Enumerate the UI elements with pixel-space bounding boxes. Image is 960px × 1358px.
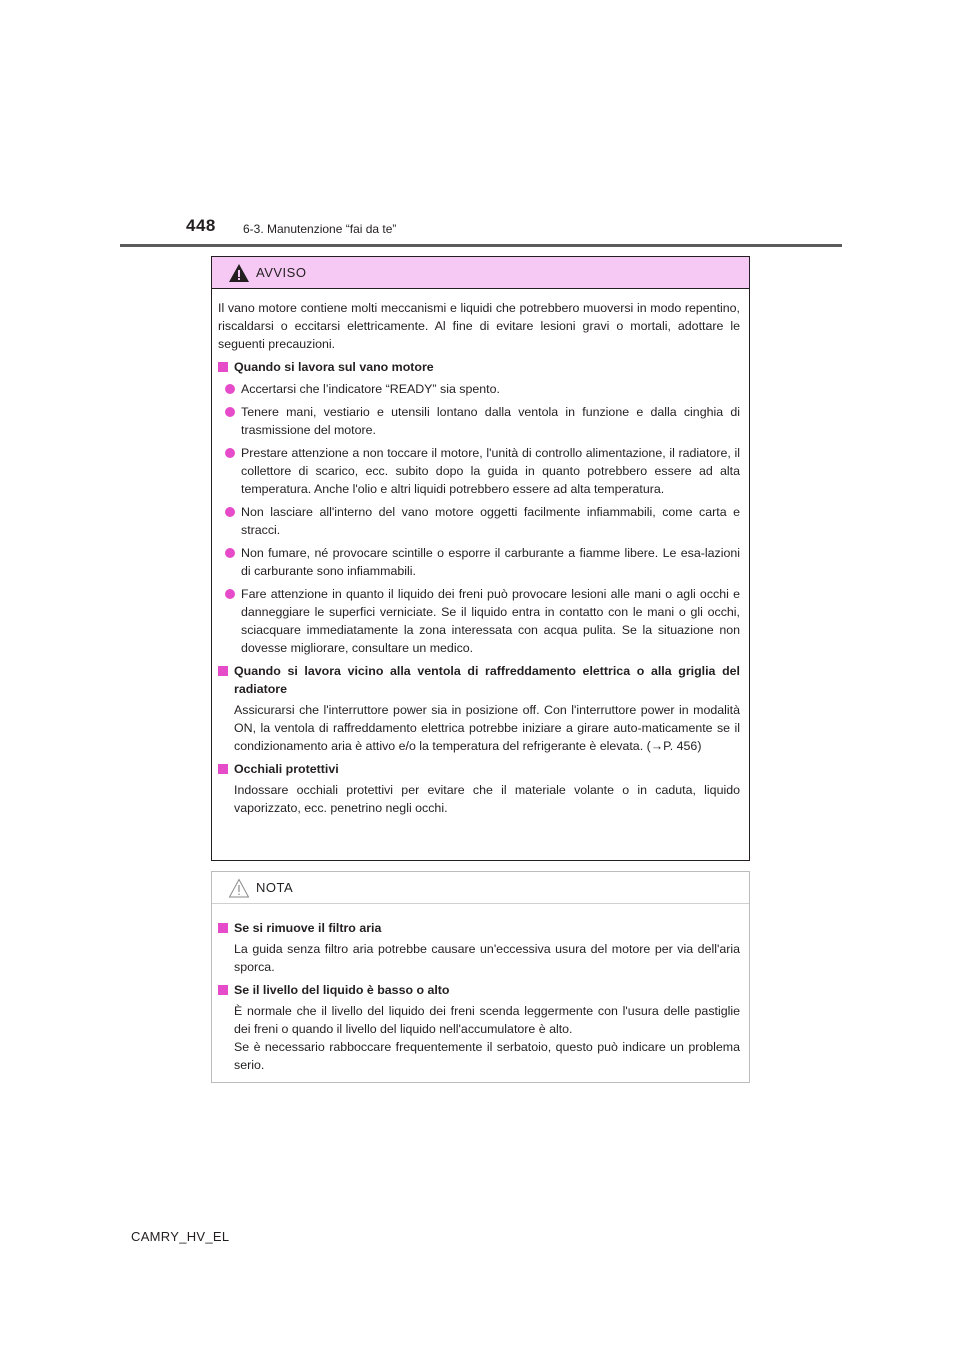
round-bullet-icon [225,448,235,458]
list-item: Non fumare, né provocare scintille o esporre il carburante a fiamme libere. Le esa-lazioni di carburante sono infiammabili. [218,544,740,580]
section-text: È normale che il livello del liquido dei freni scenda leggermente con l'usura delle pastiglie dei freni o quando il livello del liquido nell'accumulatore è alto. [234,1004,740,1036]
square-bullet-icon [218,666,228,676]
round-bullet-icon [225,589,235,599]
section-title: 6-3. Manutenzione “fai da te” [243,222,397,236]
list-item: Prestare attenzione a non toccare il motore, l'unità di controllo alimentazione, il radiatore, il collettore di scarico, ecc. subito dopo la guida in quanto potrebbero essere ad alta temperatura. Anche l'olio e altri liquidi potrebbero essere ad alta temperatura. [218,444,740,498]
section-heading: Se si rimuove il filtro aria [218,919,740,937]
square-bullet-icon [218,985,228,995]
square-bullet-icon [218,362,228,372]
list-item: Fare attenzione in quanto il liquido dei freni può provocare lesioni alle mani o agli occhi e danneggiare le superfici verniciate. Se il liquido entra in contatto con le mani o gli occhi, sciacquare immediatamente la zona interessata con acqua pulita. Se la situazione non dovesse migliorare, consultare un medico. [218,585,740,657]
caution-triangle-icon [228,878,250,898]
warning-intro: Il vano motore contiene molti meccanismi e liquidi che potrebbero muoversi in modo repentino, riscaldarsi o eccitarsi elettricamente. Al fine di evitare lesioni gravi o mortali, adottare le seguenti precauzioni. [218,301,740,351]
list-item: Non lasciare all'interno del vano motore oggetti facilmente infiammabili, come carta e stracci. [218,503,740,539]
note-box [211,871,750,1083]
round-bullet-icon [225,384,235,394]
square-bullet-icon [218,923,228,933]
round-bullet-icon [225,548,235,558]
section-text: Se è necessario rabboccare frequentemente il serbatoio, questo può indicare un problema serio. [234,1040,740,1072]
header-divider [120,244,842,247]
square-bullet-icon [218,764,228,774]
round-bullet-icon [225,507,235,517]
section-text: Indossare occhiali protettivi per evitare che il materiale volante o in caduta, liquido vaporizzato, ecc. penetrino negli occhi. [234,783,740,815]
note-header [212,872,749,904]
section-heading: Se il livello del liquido è basso o alto [218,981,740,999]
section-text: Assicurarsi che l'interruttore power sia in posizione off. Con l'interruttore power in modalità ON, la ventola di raffreddamento elettrica potrebbe iniziare a girare auto-maticamente se il condizionamento aria è attivo e/o la temperatura del refrigerante è elevata. (→P. 456) [234,703,740,753]
page-number: 448 [186,216,216,235]
section-heading: Quando si lavora sul vano motore [218,358,740,376]
warning-header [212,257,749,289]
warning-body [212,289,749,817]
section-heading: Quando si lavora vicino alla ventola di raffreddamento elettrica o alla griglia del radiatore [218,662,740,698]
section-heading: Occhiali protettivi [218,760,740,778]
warning-title: AVVISO [256,265,307,280]
document-code: CAMRY_HV_EL [131,1229,230,1244]
warning-box [211,256,750,861]
section-text: La guida senza filtro aria potrebbe causare un'eccessiva usura del motore per via dell'aria sporca. [234,942,740,974]
list-item: Accertarsi che l’indicatore “READY” sia spento. [218,380,740,398]
note-body [212,904,749,1074]
round-bullet-icon [225,407,235,417]
list-item: Tenere mani, vestiario e utensili lontano dalla ventola in funzione e dalla cinghia di trasmissione del motore. [218,403,740,439]
warning-triangle-icon [228,263,250,283]
note-title: NOTA [256,880,294,895]
